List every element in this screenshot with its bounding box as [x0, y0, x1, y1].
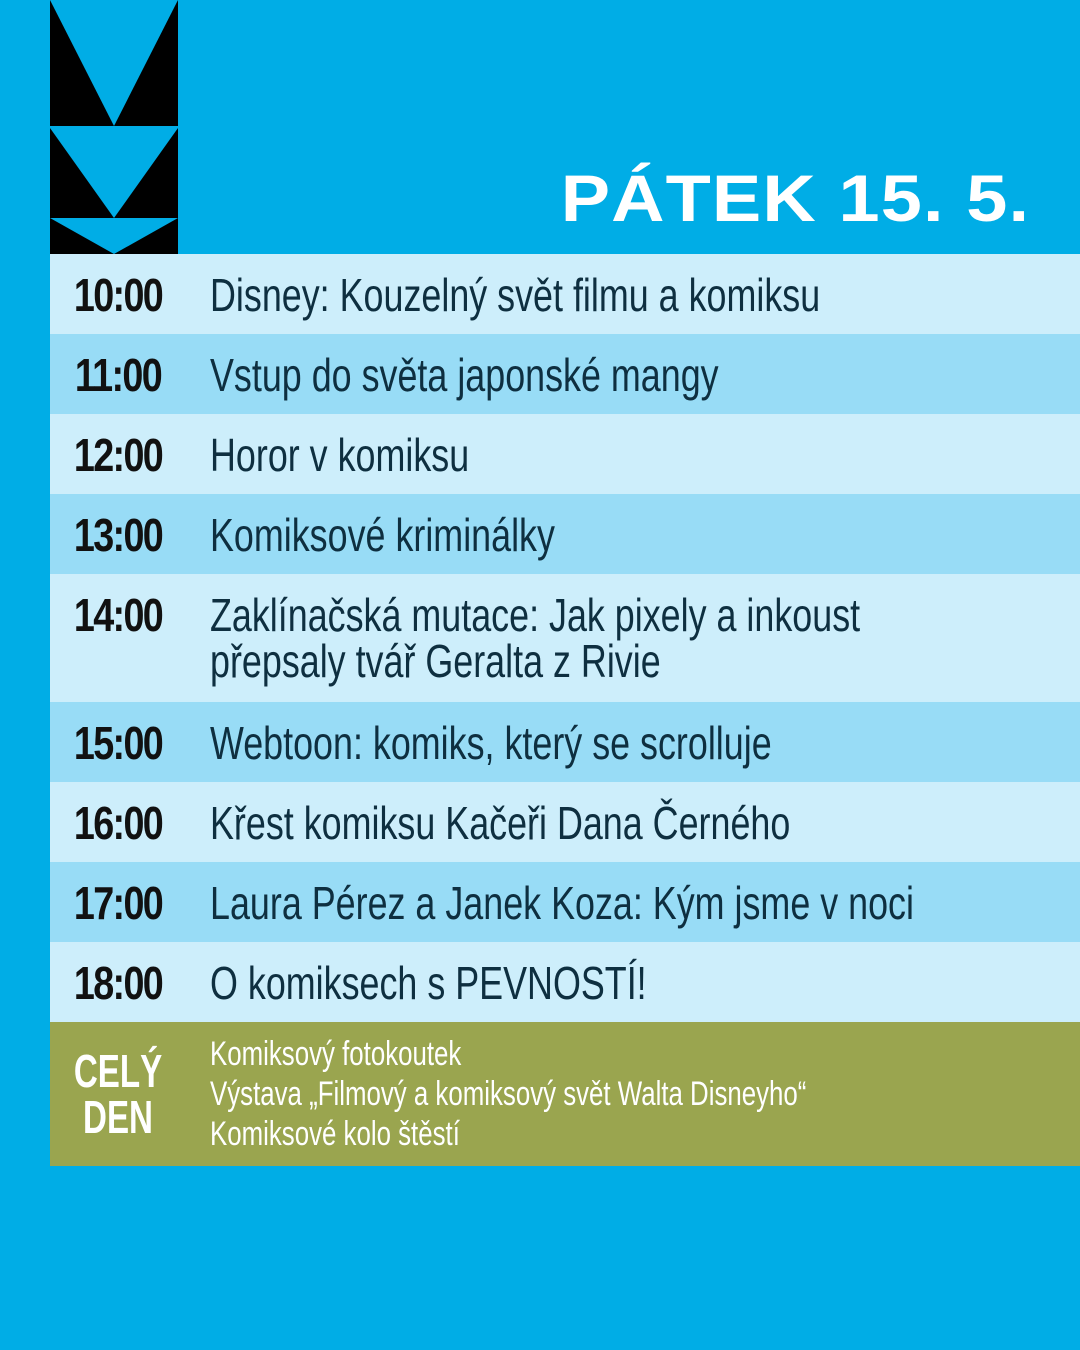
schedule-row — [50, 414, 1080, 494]
all-day-label-line: CELÝ — [73, 1045, 163, 1097]
event-title-line: Webtoon: komiks, který se scrolluje — [210, 717, 772, 769]
schedule-row — [50, 862, 1080, 942]
event-title-line: Křest komiksu Kačeři Dana Černého — [210, 797, 791, 849]
all-day-label — [69, 1045, 167, 1143]
event-title — [210, 269, 881, 321]
all-day-row — [50, 1022, 1080, 1166]
event-time: 11:00 — [74, 349, 162, 401]
event-title-line: O komiksech s PEVNOSTÍ! — [210, 957, 647, 1009]
event-title-line: Vstup do světa japonské mangy — [210, 349, 719, 401]
chevron-arrows-logo-icon — [50, 0, 178, 254]
all-day-item: Komiksové kolo štěstí — [210, 1115, 460, 1153]
event-title-line: Disney: Kouzelný svět filmu a komiksu — [210, 269, 821, 321]
event-time: 12:00 — [73, 429, 163, 481]
schedule-row — [50, 574, 1080, 702]
schedule-row — [50, 702, 1080, 782]
all-day-items — [210, 1034, 995, 1154]
event-time: 10:00 — [73, 269, 163, 321]
event-time: 18:00 — [73, 957, 163, 1009]
event-title — [210, 589, 881, 687]
schedule-row — [50, 942, 1080, 1022]
event-time: 13:00 — [73, 509, 163, 561]
all-day-item: Výstava „Filmový a komiksový svět Walta Disneyho“ — [210, 1075, 807, 1113]
event-title — [210, 797, 881, 849]
schedule-row — [50, 782, 1080, 862]
schedule-row — [50, 254, 1080, 334]
schedule-row — [50, 334, 1080, 414]
event-title — [210, 429, 881, 481]
event-title-line: přepsaly tvář Geralta z Rivie — [210, 635, 661, 687]
schedule-list — [50, 254, 1080, 1166]
event-time: 16:00 — [73, 797, 163, 849]
event-title — [210, 877, 914, 929]
event-title-line: Laura Pérez a Janek Koza: Kým jsme v noci — [210, 877, 914, 929]
event-title — [210, 509, 881, 561]
event-time: 17:00 — [73, 877, 163, 929]
event-time: 15:00 — [73, 717, 163, 769]
schedule-row — [50, 494, 1080, 574]
event-title-line: Horor v komiksu — [210, 429, 470, 481]
day-title: PÁTEK 15. 5. — [560, 161, 1030, 235]
all-day-label-line: DEN — [83, 1091, 153, 1143]
event-title-line: Zaklínačská mutace: Jak pixely a inkoust — [210, 589, 861, 641]
event-title — [210, 957, 881, 1009]
event-title — [210, 349, 881, 401]
event-time: 14:00 — [73, 589, 163, 641]
event-title — [210, 717, 881, 769]
all-day-item: Komiksový fotokoutek — [210, 1035, 462, 1073]
event-title-line: Komiksové kriminálky — [210, 509, 555, 561]
